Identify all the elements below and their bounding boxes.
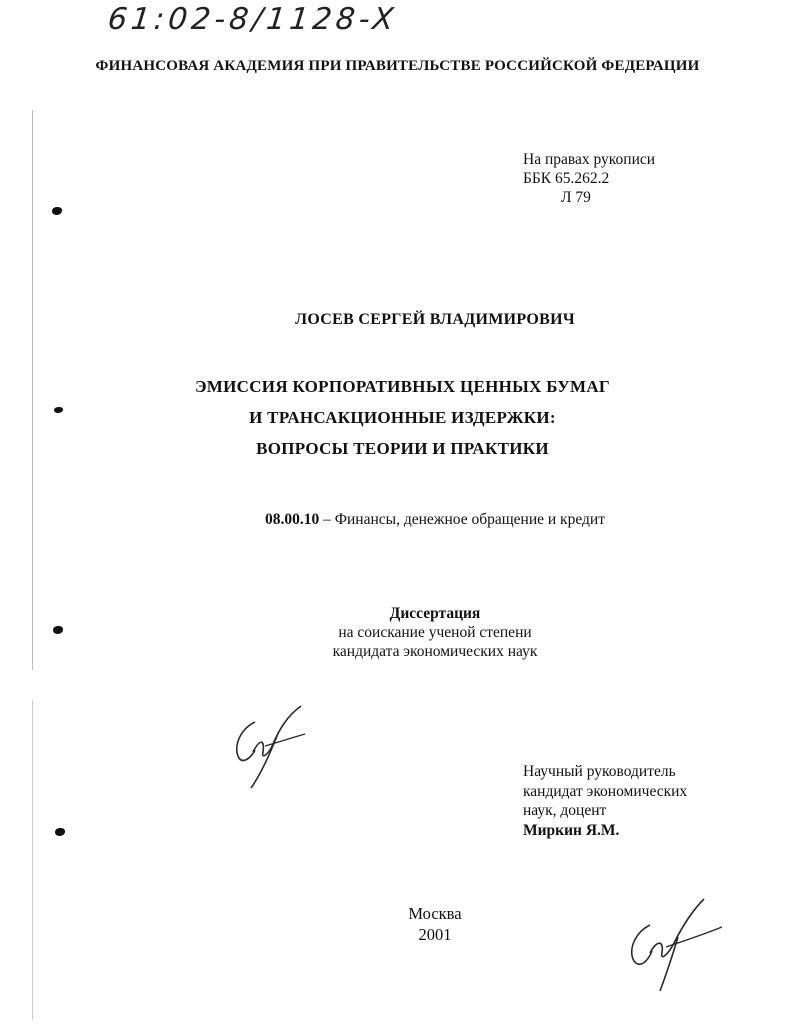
supervisor-degree: кандидат экономических: [523, 782, 688, 800]
institution-name: ФИНАНСОВАЯ АКАДЕМИЯ ПРИ ПРАВИТЕЛЬСТВЕ РОССИЙСКОЙ ФЕДЕРАЦИИ: [95, 58, 700, 74]
title-line: ВОПРОСЫ ТЕОРИИ И ПРАКТИКИ: [256, 439, 549, 458]
dissertation-degree: [0, 604, 795, 661]
degree-line: на соискание ученой степени: [338, 624, 532, 641]
archive-number: 61:02-8/1128-X: [106, 2, 399, 37]
author-signature: [225, 700, 315, 795]
degree-line: кандидата экономических наук: [332, 643, 538, 660]
supervisor-name: Миркин Я.М.: [523, 821, 620, 839]
scan-margin-line: [32, 700, 33, 1020]
supervisor-degree: наук, доцент: [523, 802, 607, 819]
author-name: ЛОСЕВ СЕРГЕЙ ВЛАДИМИРОВИЧ: [295, 311, 575, 328]
specialty-code: 08.00.10: [265, 511, 320, 528]
dissertation-title: [0, 371, 795, 464]
binding-hole-mark: [55, 828, 65, 836]
title-line: И ТРАНСАКЦИОННЫЕ ИЗДЕРЖКИ:: [249, 408, 556, 427]
supervisor-signature: [622, 895, 732, 995]
specialty: [0, 511, 795, 529]
title-line: ЭМИССИЯ КОРПОРАТИВНЫХ ЦЕННЫХ БУМАГ: [194, 377, 611, 396]
year: 2001: [418, 925, 452, 944]
binding-hole-mark: [52, 207, 62, 215]
specialty-name: – Финансы, денежное обращение и кредит: [319, 511, 605, 528]
bbk-code: ББК 65.262.2: [523, 170, 610, 187]
dissertation-label: Диссертация: [389, 605, 481, 622]
supervisor-block: [523, 762, 687, 840]
udc-code: Л 79: [561, 189, 591, 206]
manuscript-rights: На правах рукописи: [523, 151, 656, 168]
supervisor-role: Научный руководитель: [523, 763, 676, 780]
city: Москва: [408, 904, 462, 923]
